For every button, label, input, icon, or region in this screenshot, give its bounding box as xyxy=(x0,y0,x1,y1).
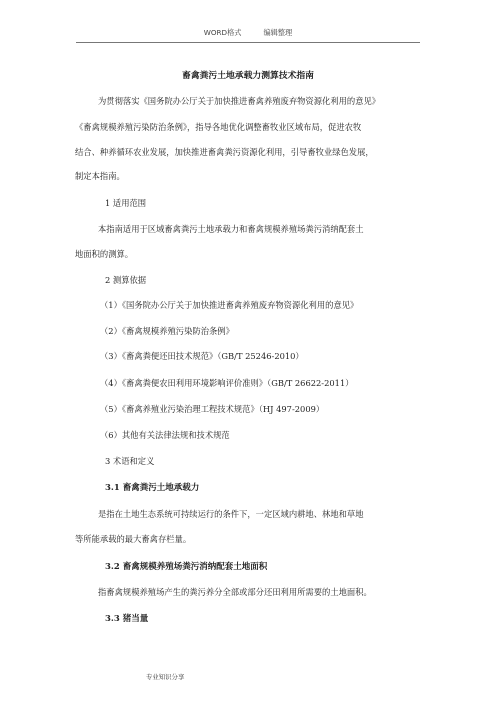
page-footer: 专业知识分享 xyxy=(146,673,185,681)
subsection-3-1-text-1: 是指在土地生态系统可持续运行的条件下，一定区域内耕地、林地和草地 xyxy=(98,509,364,519)
subsection-3-3-heading: 3.3 猪当量 xyxy=(105,614,149,624)
intro-line-4: 制定本指南。 xyxy=(75,171,125,181)
page-header xyxy=(76,28,420,38)
header-right-text: 编辑整理 xyxy=(263,28,293,37)
section-1-text-2: 地面积的测算。 xyxy=(75,249,134,259)
subsection-3-2-heading: 3.2 畜禽规模养殖场粪污消纳配套土地面积 xyxy=(105,562,268,572)
header-divider xyxy=(76,42,420,43)
reference-1: （1）《国务院办公厅关于加快推进畜禽养殖废弃物资源化利用的意见》 xyxy=(100,300,359,310)
intro-line-2: 《畜禽规模养殖污染防治条例》，指导各地优化调整畜牧业区域布局，促进农牧 xyxy=(75,122,362,132)
section-3-heading: 3 术语和定义 xyxy=(105,456,155,466)
reference-6: （6）其他有关法律法规和技术规范 xyxy=(100,430,230,440)
reference-2: （2）《畜禽规模养殖污染防治条例》 xyxy=(100,326,234,336)
intro-line-3: 结合、种养循环农业发展，加快推进畜禽粪污资源化利用，引导畜牧业绿色发展， xyxy=(75,147,374,157)
section-2-heading: 2 测算依据 xyxy=(105,275,147,285)
section-1-heading: 1 适用范围 xyxy=(105,198,147,208)
section-1-text-1: 本指南适用于区域畜禽粪污土地承载力和畜禽规模养殖场粪污消纳配套土 xyxy=(98,224,364,234)
header-left-text: WORD格式 xyxy=(203,28,242,37)
subsection-3-2-text: 指畜禽规模养殖场产生的粪污养分全部或部分还田利用所需要的土地面积。 xyxy=(98,587,372,597)
reference-3: （3）《畜禽粪便还田技术规范》（GB/T 25246-2010） xyxy=(100,351,304,361)
reference-4: （4）《畜禽粪便农田利用环境影响评价准则》（GB/T 26622-2011） xyxy=(100,378,354,388)
reference-5: （5）《畜禽养殖业污染治理工程技术规范》（HJ 497-2009） xyxy=(100,404,325,414)
intro-line-1: 为贯彻落实《国务院办公厅关于加快推进畜禽养殖废弃物资源化利用的意见》 xyxy=(98,96,381,106)
document-title: 畜禽粪污土地承载力测算技术指南 xyxy=(182,71,314,81)
subsection-3-1-text-2: 等所能承载的最大畜禽存栏量。 xyxy=(75,534,192,544)
subsection-3-1-heading: 3.1 畜禽粪污土地承载力 xyxy=(105,483,200,493)
